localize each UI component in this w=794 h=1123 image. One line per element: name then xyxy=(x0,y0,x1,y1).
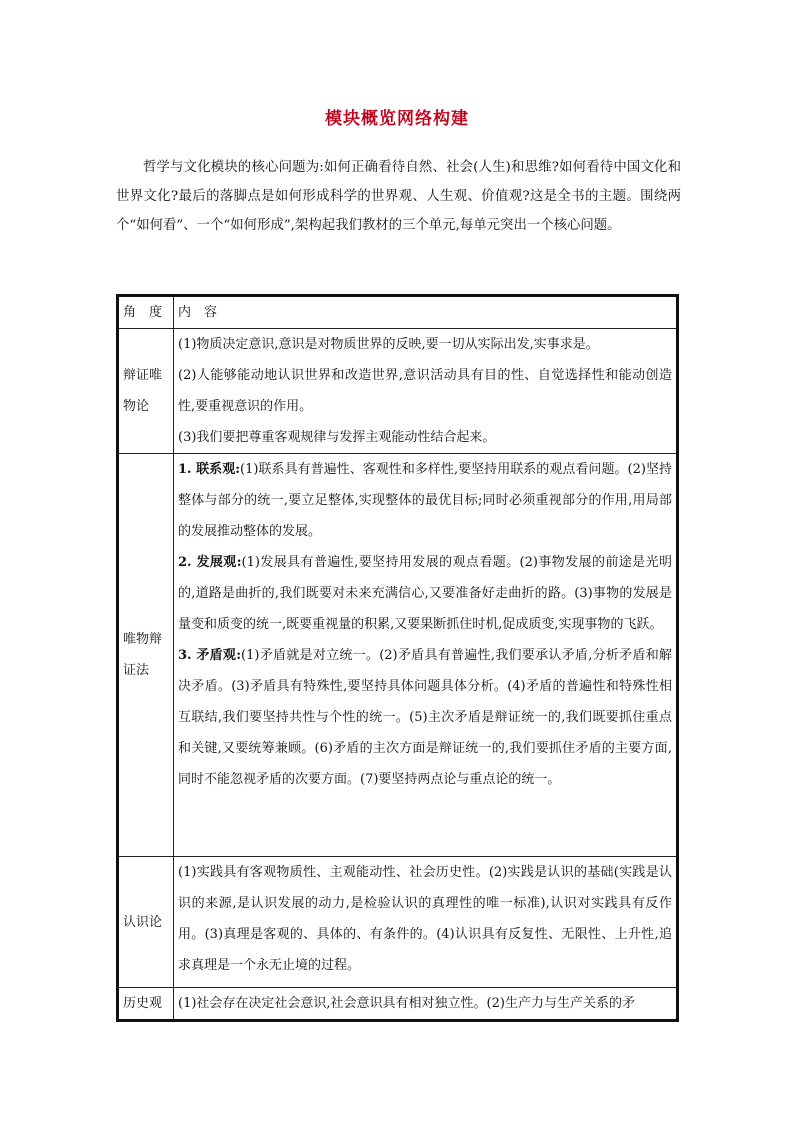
content-paragraph xyxy=(178,640,672,795)
row-content xyxy=(174,329,678,454)
content-paragraph: (2)人能够能动地认识世界和改造世界,意识活动具有目的性、自觉选择性和能动创造性,要重视意识的作用。 xyxy=(178,368,672,414)
row-angle-label: 唯物辩证法 xyxy=(123,632,163,678)
content-paragraph: (1)实践具有客观物质性、主观能动性、社会历史性。(2)实践是认识的基础(实践是认识的来源,是认识发展的动力,是检验认识的真理性的唯一标准),认识对实践具有反作用。(3)真理是客观的、具体的、有条件的。(4)认识具有反复性、无限性、上升性,追求真理是一个永无止境的过程。 xyxy=(178,865,672,973)
content-paragraph: (1)社会存在决定社会意识,社会意识具有相对独立性。(2)生产力与生产关系的矛 xyxy=(178,996,635,1011)
content-paragraph xyxy=(178,454,672,547)
page-title: 模块概览网络构建 xyxy=(325,109,469,129)
paragraph-label: 3. 矛盾观: xyxy=(178,648,242,663)
header-content: 内 容 xyxy=(174,296,678,329)
paragraph-text: (1)发展具有普遍性,要坚持用发展的观点看题。(2)事物发展的前途是光明的,道路是曲折的,我们既要对未来充满信心,又要准备好走曲折的路。(3)事物的发展是量变和质变的统一,既要重视量的积累,又要果断抓住时机,促成质变,实现事物的飞跃。 xyxy=(178,555,672,632)
row-angle-label: 认识论 xyxy=(123,914,163,930)
table-header-row xyxy=(118,296,678,329)
intro-paragraph: 哲学与文化模块的核心问题为:如何正确看待自然、社会(人生)和思维?如何看待中国文化和世界文化?最后的落脚点是如何形成科学的世界观、人生观、价值观?这是全书的主题。围绕两个“如何看”、一个“如何形成”,架构起我们教材的三个单元,每单元突出一个核心问题。 xyxy=(116,160,681,234)
row-content xyxy=(174,988,678,1021)
row-content xyxy=(174,857,678,988)
paragraph-label: 1. 联系观: xyxy=(178,462,241,477)
content-paragraph: (3)我们要把尊重客观规律与发挥主观能动性结合起来。 xyxy=(178,430,496,445)
row-angle-label: 辩证唯物论 xyxy=(123,368,163,414)
content-paragraph: (1)物质决定意识,意识是对物质世界的反映,要一切从实际出发,实事求是。 xyxy=(178,337,599,352)
row-content xyxy=(174,454,678,857)
table-row xyxy=(118,988,678,1021)
row-angle xyxy=(118,329,174,454)
table-row xyxy=(118,857,678,988)
table-row xyxy=(118,454,678,857)
paragraph-label: 2. 发展观: xyxy=(178,555,242,570)
paragraph-text: (1)联系具有普遍性、客观性和多样性,要坚持用联系的观点看问题。(2)坚持整体与部分的统一,要立足整体,实现整体的最优目标;同时必须重视部分的作用,用局部的发展推动整体的发展。 xyxy=(178,462,672,539)
row-angle-label: 历史观 xyxy=(123,996,163,1011)
row-angle xyxy=(118,454,174,857)
content-paragraph xyxy=(178,547,672,640)
row-angle xyxy=(118,857,174,988)
summary-table xyxy=(116,294,679,1022)
header-angle: 角 度 xyxy=(118,296,174,329)
paragraph-text: (1)矛盾就是对立统一。(2)矛盾具有普遍性,我们要承认矛盾,分析矛盾和解决矛盾。(3)矛盾具有特殊性,要坚持具体问题具体分析。(4)矛盾的普遍性和特殊性相互联结,我们要坚持共性与个性的统一。(5)主次矛盾是辩证统一的,我们既要抓住重点和关键,又要统筹兼顾。(6)矛盾的主次方面是辩证统一的,我们要抓住矛盾的主要方面,同时不能忽视矛盾的次要方面。(7)要坚持两点论与重点论的统一。 xyxy=(178,648,672,787)
row-angle xyxy=(118,988,174,1021)
table-row xyxy=(118,329,678,454)
